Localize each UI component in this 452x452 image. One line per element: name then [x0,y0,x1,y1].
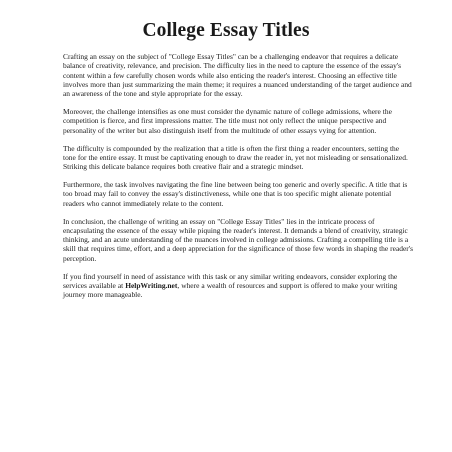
paragraph-generic-vs-specific: Furthermore, the task involves navigating the fine line between being too generic and overly specific. A title that is too broad may fail to convey the essay's distinctiveness, while one that is too specific might alienate potential readers who cannot immediately relate to the content. [63,180,408,208]
paragraph-admissions: Moreover, the challenge intensifies as one must consider the dynamic nature of college admissions, where the competition is fierce, and first impressions matter. The title must not only reflect the unique perspective and personality of the writer but also distinguish itself from the multitude of other essays vying for attention. [63,107,392,135]
document-body [63,52,413,308]
paragraph-intro: Crafting an essay on the subject of "College Essay Titles" can be a challenging endeavor that requires a delicate balance of creativity, relevance, and precision. The difficulty lies in the need to capture the essence of the essay's content within a few carefully chosen words while also enticing the reader's interest. Choosing an effective title involves more than just summarizing the main theme; it requires a nuanced understanding of the target audience and an awareness of the tone and style appropriate for the essay. [63,52,412,99]
closing-text-after: , where a wealth of resources and support is offered to make your writing journey more manageable. [63,280,398,300]
paragraph-closing [63,272,413,300]
paragraph-first-impression: The difficulty is compounded by the realization that a title is often the first thing a reader encounters, setting the tone for the entire essay. It must be captivating enough to draw the reader in, yet not misleading or sensationalized. Striking this delicate balance requires both creative flair and a strategic mindset. [63,143,408,172]
paragraph-conclusion: In conclusion, the challenge of writing an essay on "College Essay Titles" lies in the intricate process of encapsulating the essence of the essay while piquing the reader's interest. It demands a blend of creativity, strategic thinking, and an acute understanding of the nuances involved in college admissions. Crafting a compelling title is a skill that requires time, effort, and a deep appreciation for the significance of those few words in shaping the reader's perception. [63,216,413,263]
closing-text-before: If you find yourself in need of assistance with this task or any similar writing endeavors, consider exploring the services available at [63,271,398,290]
helpwriting-link[interactable]: HelpWriting.net [125,280,178,290]
document-title: College Essay Titles [142,20,310,41]
